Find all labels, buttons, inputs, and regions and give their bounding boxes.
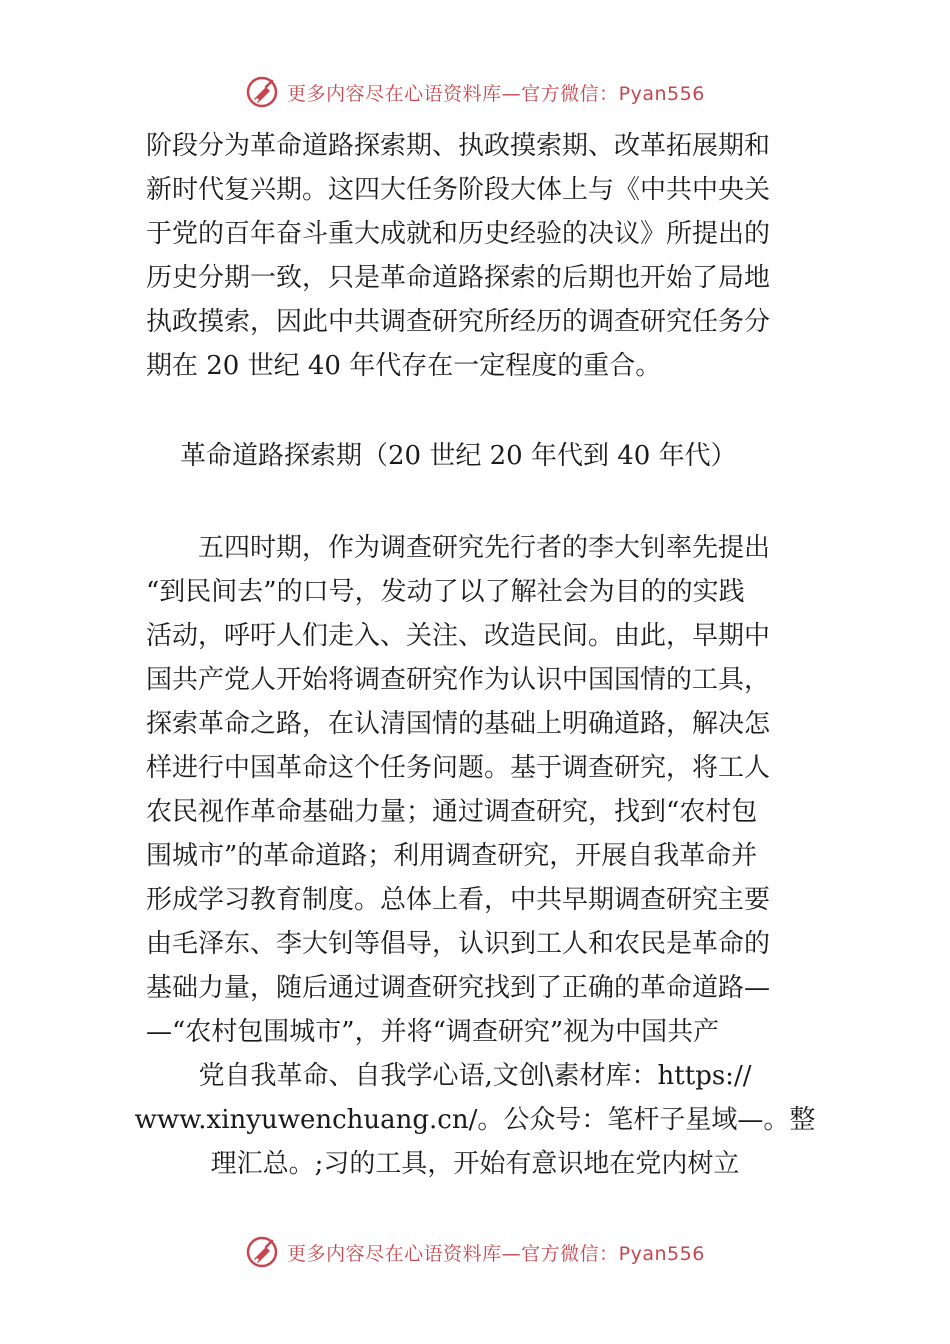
- text-line: 围城市”的革命道路；利用调查研究，开展自我革命并: [146, 841, 758, 871]
- text-line: 国共产党人开始将调查研究作为认识中国国情的工具，: [146, 665, 771, 695]
- footer-banner: [0, 1230, 950, 1274]
- text-line: 五四时期，作为调查研究先行者的李大钊率先提出: [198, 533, 771, 563]
- section-heading: 革命道路探索期（20 世纪 20 年代到 40 年代）: [180, 441, 737, 471]
- header-banner: [0, 70, 950, 114]
- text-line: —“农村包围城市”，并将“调查研究”视为中国共产: [146, 1017, 720, 1047]
- text-line: 执政摸索，因此中共调查研究所经历的调查研究任务分: [146, 307, 771, 337]
- watermark-block: [130, 1054, 820, 1186]
- section-heading-block: [146, 434, 806, 478]
- text-line: 新时代复兴期。这四大任务阶段大体上与《中共中央关: [146, 175, 771, 205]
- watermark-line: 理汇总。;习的工具，开始有意识地在党内树立: [210, 1149, 740, 1179]
- text-line: 样进行中国革命这个任务问题。基于调查研究，将工人: [146, 753, 771, 783]
- text-line: 于党的百年奋斗重大成就和历史经验的决议》所提出的: [146, 219, 771, 249]
- paragraph-2: [146, 526, 806, 1054]
- text-line: 阶段分为革命道路探索期、执政摸索期、改革拓展期和: [146, 131, 771, 161]
- text-line: 探索革命之路，在认清国情的基础上明确道路，解决怎: [146, 709, 771, 739]
- text-line: 历史分期一致，只是革命道路探索的后期也开始了局地: [146, 263, 771, 293]
- header-banner-text: 更多内容尽在心语资料库—官方微信：Pyan556: [287, 82, 705, 105]
- fountain-pen-icon: [245, 75, 279, 109]
- text-line: 期在 20 世纪 40 年代存在一定程度的重合。: [146, 351, 662, 381]
- paragraph-1: [146, 124, 806, 388]
- watermark-line: www.xinyuwenchuang.cn/。公众号：笔杆子星域—。整: [134, 1105, 816, 1135]
- watermark-line: 党自我革命、自我学心语,文创\素材库：https://: [198, 1061, 752, 1091]
- text-line: 由毛泽东、李大钊等倡导，认识到工人和农民是革命的: [146, 929, 771, 959]
- footer-banner-text: 更多内容尽在心语资料库—官方微信：Pyan556: [287, 1242, 705, 1265]
- text-line: 基础力量，随后通过调查研究找到了正确的革命道路—: [146, 973, 771, 1003]
- text-line: “到民间去”的口号，发动了以了解社会为目的的实践: [146, 577, 745, 607]
- text-line: 形成学习教育制度。总体上看，中共早期调查研究主要: [146, 885, 771, 915]
- text-line: 活动，呼吁人们走入、关注、改造民间。由此，早期中: [146, 621, 771, 651]
- text-line: 农民视作革命基础力量；通过调查研究，找到“农村包: [146, 797, 758, 827]
- fountain-pen-icon: [245, 1235, 279, 1269]
